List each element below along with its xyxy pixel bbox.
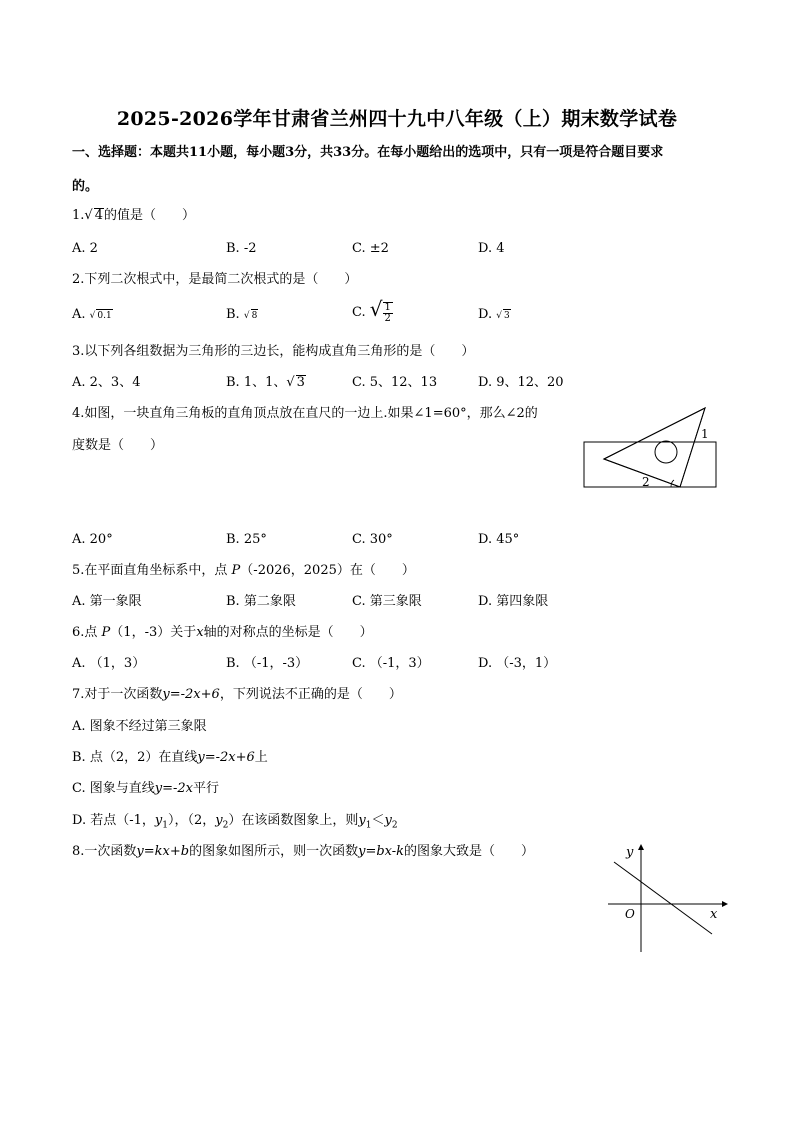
question-8 bbox=[72, 843, 534, 861]
angle-1-label: 1 bbox=[701, 427, 709, 441]
y-axis-label: y bbox=[626, 845, 634, 860]
option-b bbox=[72, 749, 268, 767]
question-2: 2.下列二次根式中，是最简二次根式的是（ ） bbox=[72, 272, 358, 287]
option-text: B. 点（2，2）在直线 bbox=[72, 750, 198, 765]
section-heading-cont: 的。 bbox=[72, 179, 99, 194]
option-a: A. 2 bbox=[72, 241, 98, 256]
option-d bbox=[72, 812, 398, 835]
question-number: 1. bbox=[72, 208, 85, 223]
axis-variable: x bbox=[196, 625, 204, 640]
question-text: 的值是（ ） bbox=[103, 208, 195, 223]
option-c: C. （-1，3） bbox=[352, 656, 430, 671]
radicand: 0.1 bbox=[97, 311, 112, 321]
option-b: B. 25° bbox=[226, 532, 267, 547]
question-text: ，下列说法不正确的是（ ） bbox=[219, 687, 402, 702]
page-title: 2025-2026学年甘肃省兰州四十九中八年级（上）期末数学试卷 bbox=[116, 108, 678, 130]
question-4: 4.如图，一块直角三角板的直角顶点放在直尺的一边上.如果∠1=60°，那么∠2的 bbox=[72, 406, 538, 421]
option-text: C. 图象与直线 bbox=[72, 781, 155, 796]
function-expression: y=bx-k bbox=[358, 844, 405, 859]
question-text: 8.一次函数 bbox=[72, 844, 137, 859]
question-text: （-2026，2025）在（ ） bbox=[240, 563, 415, 578]
function-expression: y=kx+b bbox=[136, 844, 190, 859]
option-a: A. 2、3、4 bbox=[72, 375, 141, 390]
option-text: 上 bbox=[254, 750, 268, 765]
subscript: 2 bbox=[222, 820, 229, 831]
option-c: C. 30° bbox=[352, 532, 393, 547]
option-text: ），（2， bbox=[167, 813, 216, 828]
radicand: 3 bbox=[503, 311, 510, 321]
question-3: 3.以下列各组数据为三角形的三边长，能构成直角三角形的是（ ） bbox=[72, 344, 475, 359]
question-text: 7.对于一次函数 bbox=[72, 687, 163, 702]
option-text: D. 若点（-1， bbox=[72, 813, 155, 828]
question-text: （1，-3）关于 bbox=[110, 625, 197, 640]
function-line bbox=[614, 862, 712, 934]
option-label: D. bbox=[478, 307, 493, 322]
option-b: B. 1、1、√ 3 bbox=[226, 375, 305, 390]
point-variable: P bbox=[231, 563, 241, 578]
x-axis-label: x bbox=[710, 907, 718, 922]
question-4-cont: 度数是（ ） bbox=[72, 438, 164, 453]
question-5 bbox=[72, 562, 415, 580]
function-expression: y=-2x bbox=[154, 781, 193, 796]
option-d: D. √ 3 bbox=[478, 307, 510, 322]
variable-y: y bbox=[215, 813, 223, 828]
option-c bbox=[72, 780, 219, 798]
question-6 bbox=[72, 624, 373, 642]
radicand: 3 bbox=[296, 375, 305, 390]
section-heading: 一、选择题：本题共11小题，每小题3分，共33分。在每小题给出的选项中，只有一项是符合题目要求 bbox=[72, 145, 664, 160]
option-a: A. 20° bbox=[72, 532, 113, 547]
option-a: A. （1，3） bbox=[72, 656, 146, 671]
option-c: C. √ $\frac{1}{2}$ bbox=[352, 297, 391, 324]
option-text: 平行 bbox=[192, 781, 219, 796]
less-than-sign: ＜ bbox=[371, 813, 385, 828]
option-c: C. ±2 bbox=[352, 241, 389, 256]
option-a: A. √ 0.1 bbox=[72, 307, 112, 322]
subscript: 1 bbox=[162, 820, 168, 831]
fraction-denominator: 2 bbox=[384, 312, 391, 324]
option-c: C. 第三象限 bbox=[352, 594, 422, 609]
option-d: D. （-3，1） bbox=[478, 656, 557, 671]
option-d: D. 4 bbox=[478, 241, 505, 256]
option-b: B. √ 8 bbox=[226, 307, 258, 322]
point-variable: P bbox=[101, 625, 111, 640]
function-expression: y=-2x+6 bbox=[162, 687, 220, 702]
question-1: 1.√ 4的值是（ ） bbox=[72, 208, 195, 223]
option-b: B. -2 bbox=[226, 241, 257, 256]
line-graph-figure bbox=[604, 840, 730, 956]
option-label: B. bbox=[226, 307, 240, 322]
option-a: A. 第一象限 bbox=[72, 594, 142, 609]
set-square bbox=[604, 408, 705, 487]
variable-y: y bbox=[154, 813, 163, 828]
question-text: 的图象大致是（ ） bbox=[404, 844, 535, 859]
function-expression: y=-2x+6 bbox=[197, 750, 255, 765]
ruler-triangle-figure bbox=[578, 404, 724, 494]
question-7 bbox=[72, 686, 402, 704]
option-label: C. bbox=[352, 305, 366, 320]
option-d: D. 第四象限 bbox=[478, 594, 549, 609]
question-text: 5.在平面直角坐标系中，点 bbox=[72, 563, 232, 578]
y-axis-arrow bbox=[638, 844, 644, 850]
option-c: C. 5、12、13 bbox=[352, 375, 438, 390]
option-a: A. 图象不经过第三象限 bbox=[72, 719, 207, 734]
origin-label: O bbox=[625, 907, 635, 921]
fraction-numerator: 1 bbox=[384, 301, 391, 313]
option-b: B. （-1，-3） bbox=[226, 656, 309, 671]
question-text: 轴的对称点的坐标是（ ） bbox=[203, 625, 373, 640]
option-text: ）在该函数图象上，则 bbox=[228, 813, 359, 828]
option-d: D. 45° bbox=[478, 532, 520, 547]
question-text: 的图象如图所示，则一次函数 bbox=[189, 844, 359, 859]
subscript: 1 bbox=[365, 820, 372, 831]
angle-2-label: 2 bbox=[642, 475, 650, 489]
variable-y: y bbox=[358, 813, 366, 828]
radicand: 4 bbox=[94, 208, 103, 223]
subscript: 2 bbox=[391, 820, 398, 831]
variable-y: y bbox=[384, 813, 392, 828]
option-b: B. 第二象限 bbox=[226, 594, 296, 609]
option-d: D. 9、12、20 bbox=[478, 375, 564, 390]
option-text: B. 1、1、 bbox=[226, 375, 287, 390]
x-axis-arrow bbox=[722, 901, 728, 907]
radicand: 8 bbox=[251, 311, 258, 321]
option-label: A. bbox=[72, 307, 86, 322]
question-text: 6.点 bbox=[72, 625, 102, 640]
